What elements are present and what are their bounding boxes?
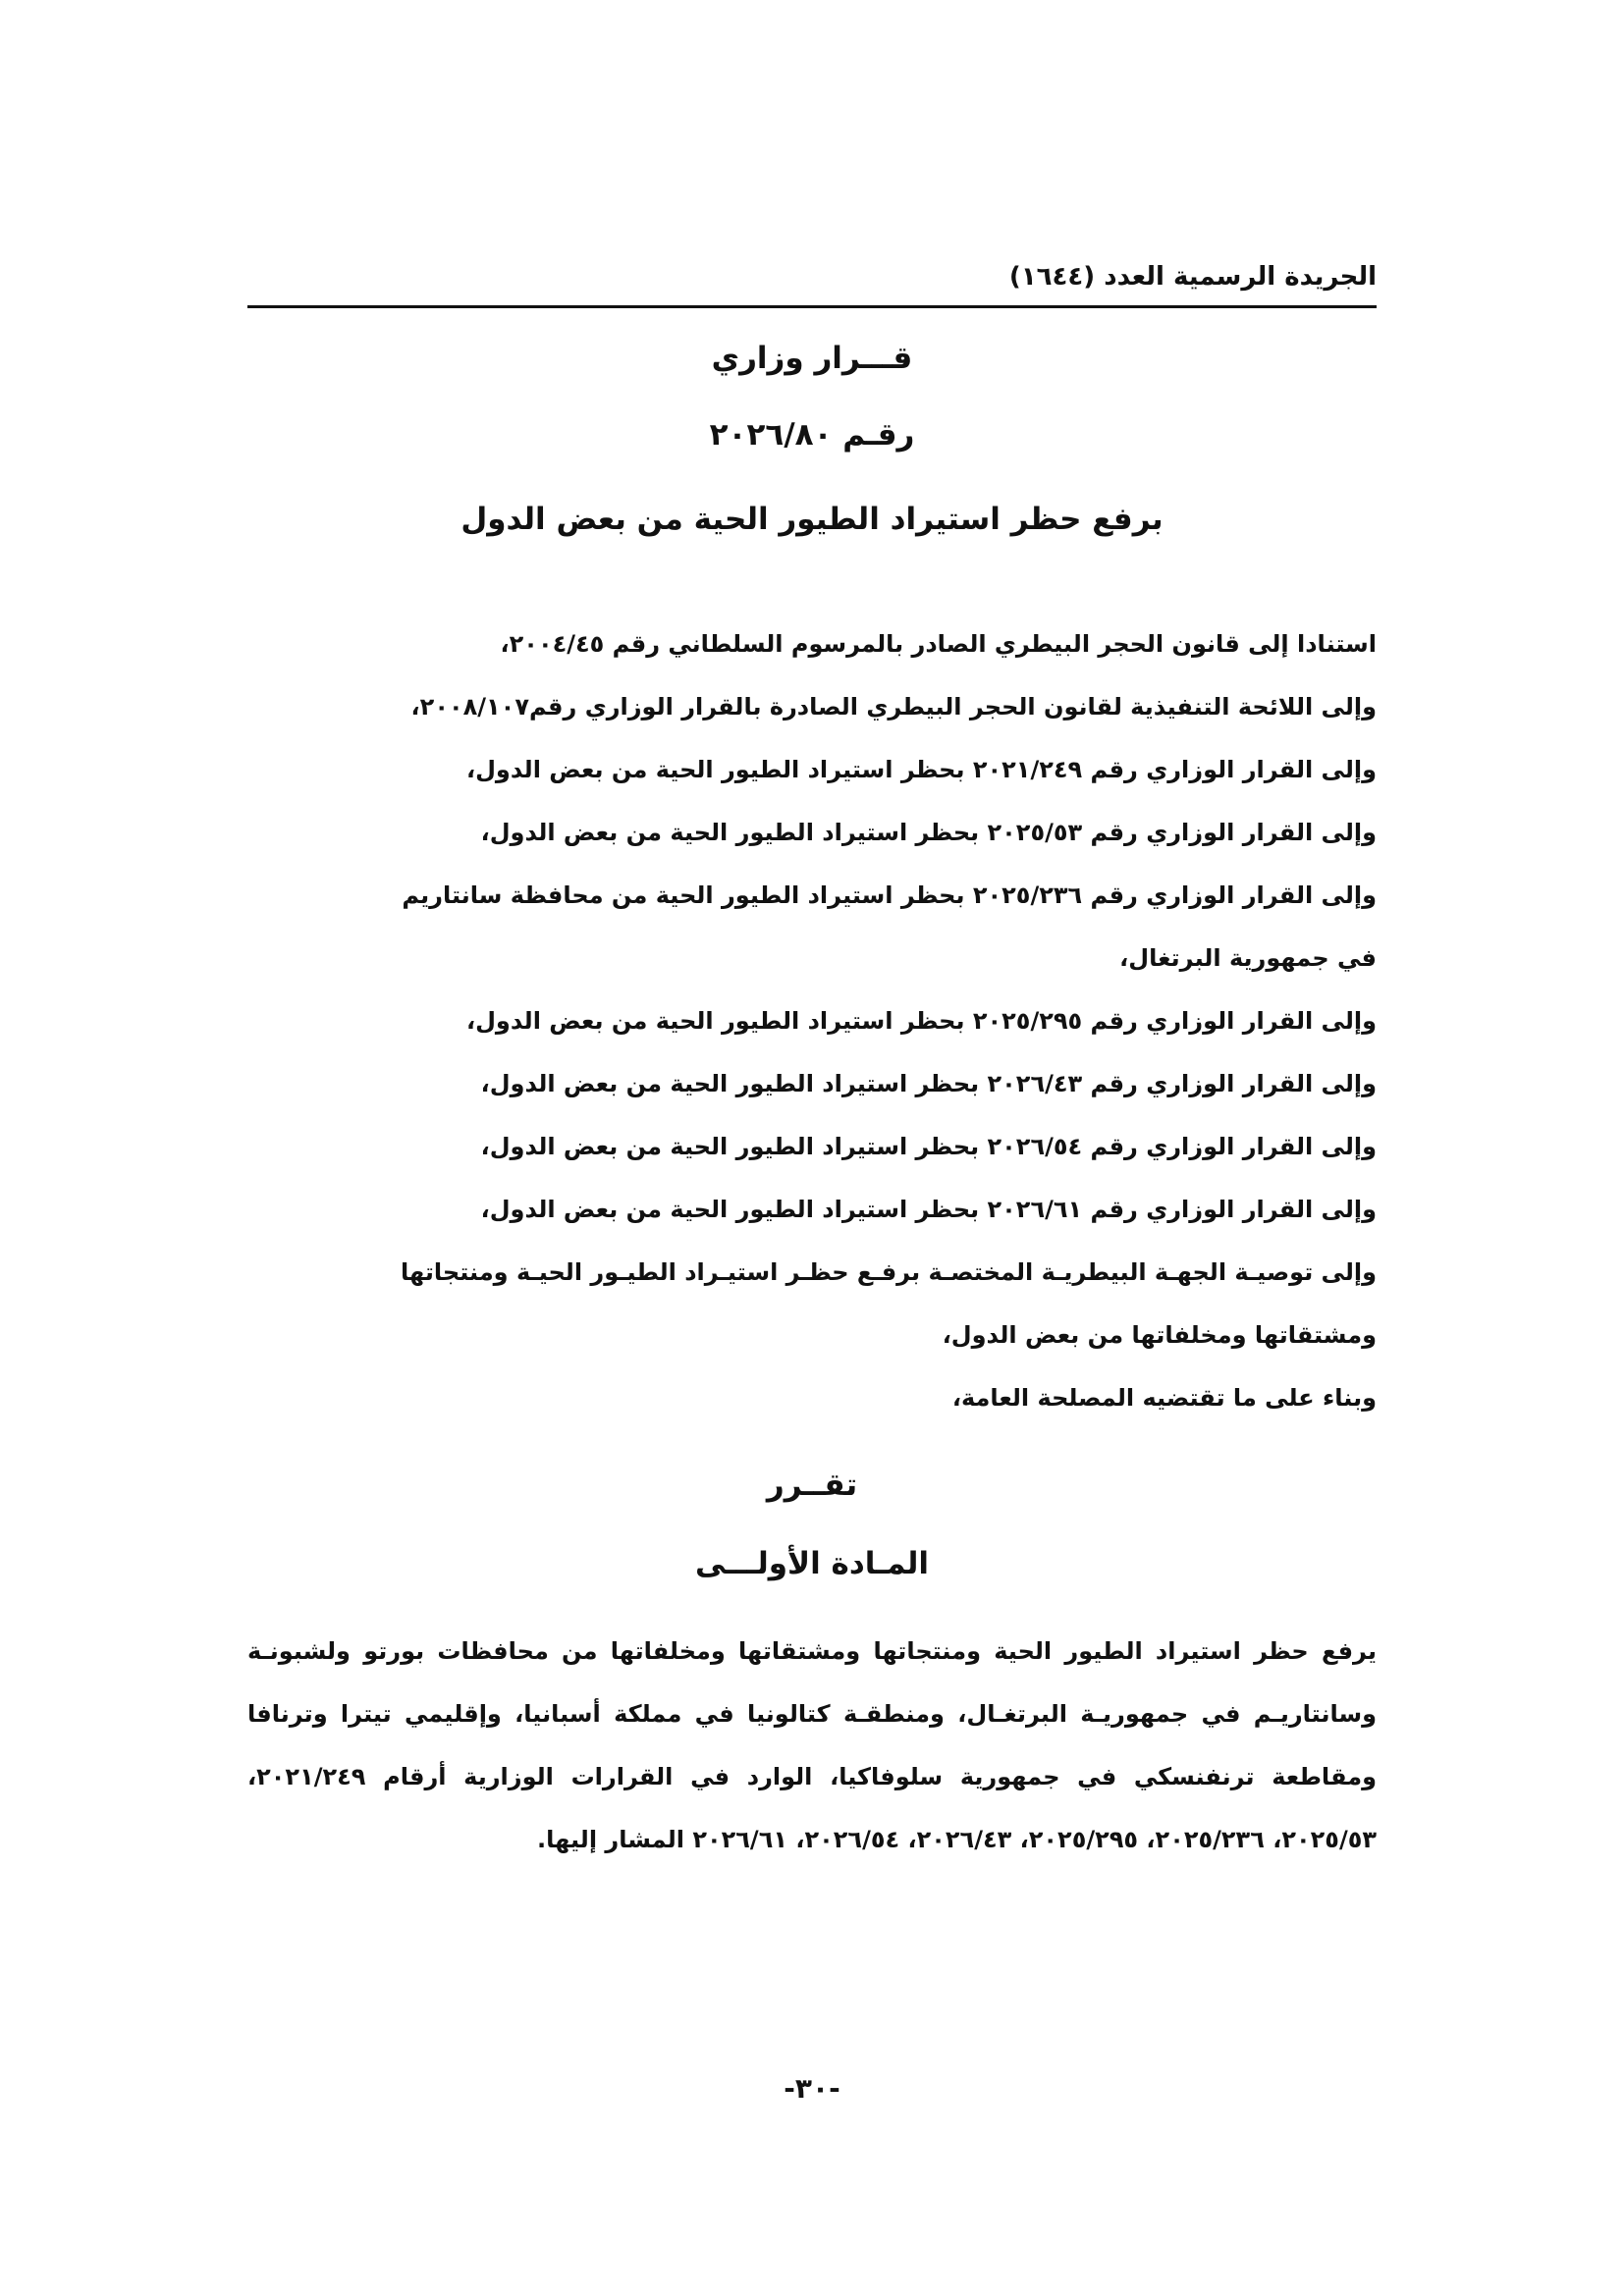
decides-heading: تقــرر bbox=[766, 1468, 858, 1503]
preamble-line: وإلى القرار الوزاري رقم ٢٠٢٦/٥٤ بحظر استيراد الطيور الحية من بعض الدول، bbox=[480, 1133, 1377, 1160]
preamble-line: وإلى القرار الوزاري رقم ٢٠٢٦/٤٣ بحظر استيراد الطيور الحية من بعض الدول، bbox=[480, 1070, 1377, 1097]
preamble-line: وإلى القرار الوزاري رقم ٢٠٢١/٢٤٩ بحظر استيراد الطيور الحية من بعض الدول، bbox=[465, 756, 1377, 783]
preamble-line: استنادا إلى قانون الحجر البيطري الصادر بالمرسوم السلطاني رقم ٢٠٠٤/٤٥، bbox=[500, 630, 1377, 658]
preamble-line: ومشتقاتها ومخلفاتها من بعض الدول، bbox=[942, 1321, 1377, 1349]
decision-subject: برفع حظر استيراد الطيور الحية من بعض الدول bbox=[460, 502, 1164, 537]
preamble-line: وإلى اللائحة التنفيذية لقانون الحجر البيطري الصادرة بالقرار الوزاري رقم٢٠٠٨/١٠٧، bbox=[410, 693, 1377, 721]
preamble-line: وإلى توصيـة الجهـة البيطريـة المختصـة برفـع حظـر استيـراد الطيـور الحيـة ومنتجاتها bbox=[401, 1258, 1377, 1286]
decision-type-title: قـــرار وزاري bbox=[711, 341, 913, 376]
decision-number: رقـم ٢٠٢٦/٨٠ bbox=[709, 417, 915, 453]
preamble-line: وإلى القرار الوزاري رقم ٢٠٢٦/٦١ بحظر استيراد الطيور الحية من بعض الدول، bbox=[480, 1196, 1377, 1223]
page-number: -٣٠- bbox=[784, 2072, 840, 2105]
header-divider bbox=[247, 305, 1377, 308]
preamble bbox=[247, 613, 1377, 1429]
preamble-line: وإلى القرار الوزاري رقم ٢٠٢٥/٥٣ بحظر استيراد الطيور الحية من بعض الدول، bbox=[480, 819, 1377, 846]
article-one-body: يرفع حظر استيراد الطيور الحية ومنتجاتها ومشتقاتها ومخلفاتها من محافظات بورتو ولشبونـة وسانتاريـم في جمهوريـة البرتغـال، ومنطقـة كتالونيا في مملكة أسبانيا، وإقليمي تيترا وترنافا ومقاطعة ترنفنسكي في جمهورية سلوفاكيا، الوارد في القرارات الوزارية أرقام ٢٠٢١/٢٤٩، ٢٠٢٥/٥٣، ٢٠٢٥/٢٣٦، ٢٠٢٥/٢٩٥، ٢٠٢٦/٤٣، ٢٠٢٦/٥٤، ٢٠٢٦/٦١ المشار إليها. bbox=[247, 1637, 1377, 1853]
preamble-line: في جمهورية البرتغال، bbox=[1119, 944, 1377, 972]
article-one-heading: المـادة الأولـــى bbox=[694, 1546, 930, 1581]
preamble-line: وإلى القرار الوزاري رقم ٢٠٢٥/٢٩٥ بحظر استيراد الطيور الحية من بعض الدول، bbox=[465, 1007, 1377, 1035]
preamble-line: وبناء على ما تقتضيه المصلحة العامة، bbox=[951, 1384, 1377, 1412]
preamble-line: وإلى القرار الوزاري رقم ٢٠٢٥/٢٣٦ بحظر استيراد الطيور الحية من محافظة سانتاريم bbox=[402, 881, 1377, 909]
gazette-header: الجريدة الرسمية العدد (١٦٤٤) bbox=[1008, 262, 1377, 292]
